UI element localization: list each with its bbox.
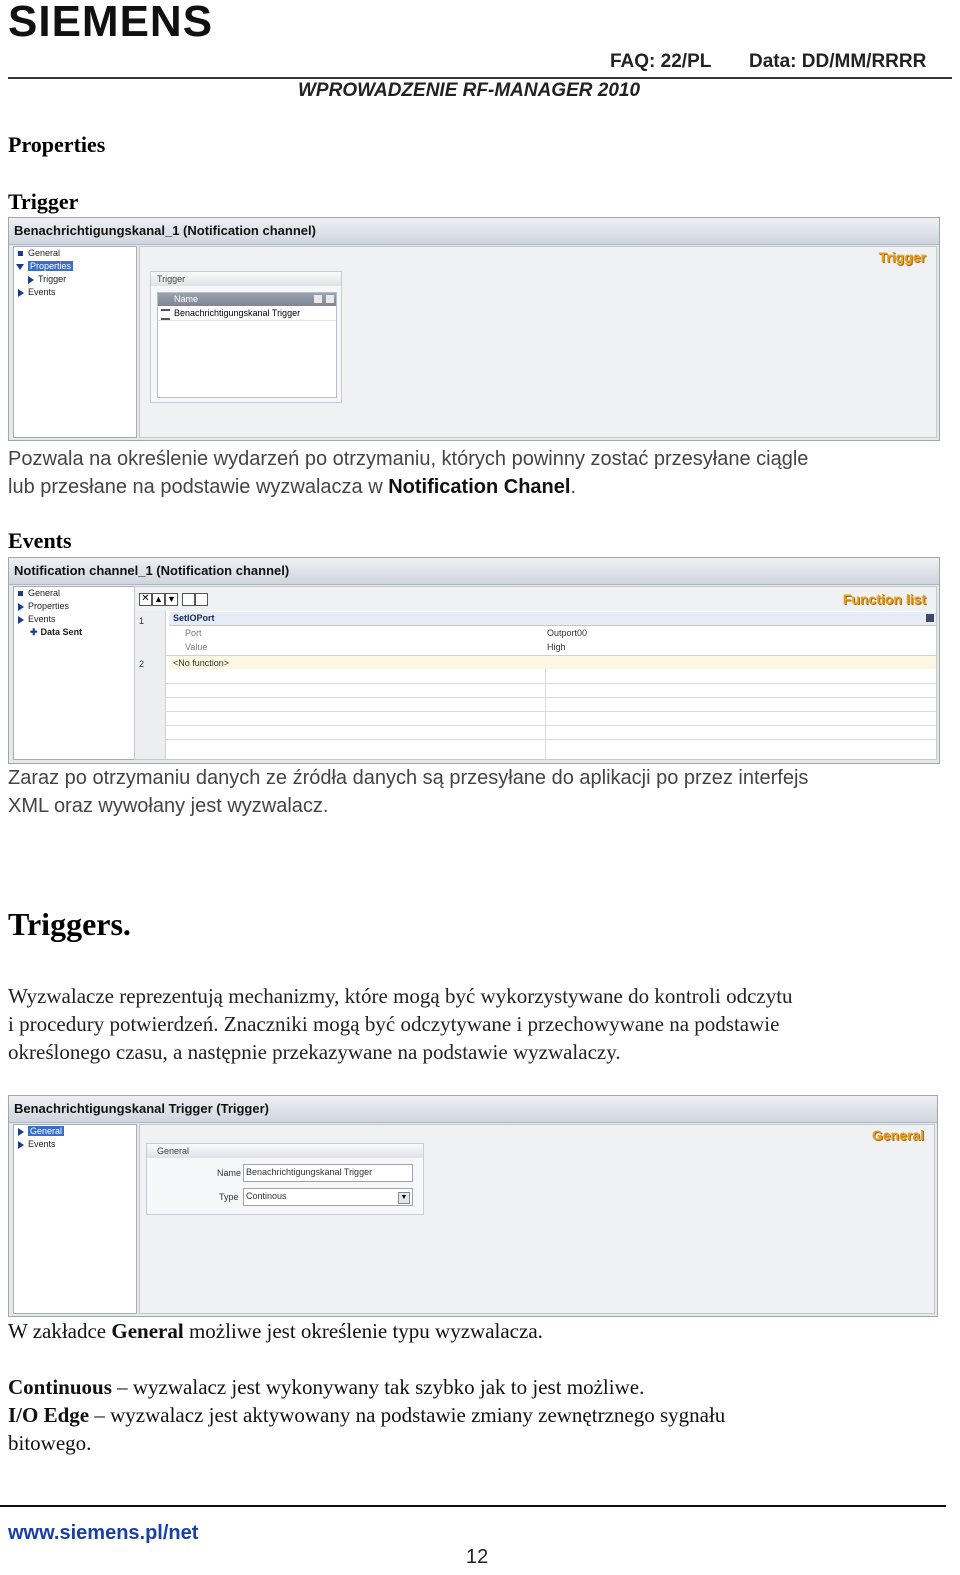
type-value: Continous <box>246 1191 287 1201</box>
tree-item-general[interactable]: General <box>30 1126 63 1136</box>
tree-item-properties[interactable]: Properties <box>28 601 70 611</box>
trigger-description <box>8 445 952 501</box>
square-icon <box>18 251 23 256</box>
arrow-icon <box>18 289 24 297</box>
section-tag: Trigger <box>878 249 926 265</box>
document-subtitle: WPROWADZENIE RF-MANAGER 2010 <box>298 80 641 101</box>
siemens-logo: SIEMENS <box>8 0 214 46</box>
parameter-name: Port <box>185 628 202 638</box>
paragraph-line: i procedury potwierdzeń. Znaczniki mogą być odczytywane i przechowywane na podstawie <box>8 1012 780 1036</box>
grid-line <box>165 739 936 740</box>
trigger-group <box>150 271 342 403</box>
toolbar <box>135 587 936 611</box>
tree-item-events[interactable]: Events <box>28 1139 56 1149</box>
group-title: Trigger <box>151 272 341 286</box>
bold-term: General <box>111 1319 184 1343</box>
name-label: Name <box>217 1168 242 1178</box>
section-tag: General <box>871 1127 924 1143</box>
screenshot-title: Notification channel_1 (Notification channel) <box>9 558 939 585</box>
tree-item-properties[interactable]: Properties <box>30 261 72 271</box>
tree-item-events[interactable]: Events <box>28 614 56 624</box>
paragraph-line <box>8 1373 952 1401</box>
plus-icon: ✚ <box>30 627 38 637</box>
events-screenshot <box>8 557 940 764</box>
group-title: General <box>147 1144 423 1158</box>
document-date: Data: DD/MM/RRRR <box>749 51 927 72</box>
name-field[interactable] <box>243 1164 413 1182</box>
paragraph-line <box>8 1401 952 1429</box>
row-number-column <box>135 611 166 759</box>
arrow-icon <box>18 1128 24 1136</box>
arrow-icon <box>18 1141 24 1149</box>
tree-item-general[interactable]: General <box>28 588 61 598</box>
bold-term: Continuous <box>8 1375 112 1399</box>
section-tag: Function list <box>842 591 926 607</box>
grid-line <box>165 725 936 726</box>
events-heading: Events <box>8 528 72 553</box>
tree-item-events[interactable]: Events <box>28 287 56 297</box>
sort-icon <box>314 295 322 303</box>
arrow-icon <box>28 276 34 284</box>
footer-link[interactable]: www.siemens.pl/net <box>8 1522 199 1544</box>
name-value: Benachrichtigungskanal Trigger <box>246 1167 373 1177</box>
trigger-types <box>8 1373 952 1457</box>
header-rule <box>8 77 952 79</box>
content-pane <box>139 1124 935 1314</box>
paragraph-line: Wyzwalacze reprezentują mechanizmy, które mogą być wykorzystywane do kontroli odczytu <box>8 984 793 1008</box>
move-down-icon[interactable]: ▼ <box>165 593 178 606</box>
function-row-selected[interactable] <box>169 612 936 626</box>
content-pane <box>139 246 937 438</box>
column-header-label: Name <box>174 294 199 304</box>
menu-icon <box>326 295 334 303</box>
bold-term: I/O Edge <box>8 1403 90 1427</box>
trigger-table <box>157 292 337 398</box>
paragraph-line: bitowego. <box>8 1431 92 1455</box>
table-row[interactable] <box>158 306 336 321</box>
trigger-properties-screenshot <box>8 217 940 441</box>
content-pane <box>134 586 937 760</box>
dropdown-arrow-icon[interactable] <box>926 614 934 622</box>
delete-icon[interactable]: ✕ <box>139 593 152 606</box>
bold-term: Notification Chanel <box>388 476 571 498</box>
text-span: lub przesłane na podstawie wyzwalacza w <box>8 476 389 498</box>
events-description <box>8 764 952 820</box>
paragraph-line: XML oraz wywołany jest wyzwalacz. <box>8 795 329 817</box>
column-header-name[interactable] <box>158 293 336 306</box>
type-label: Type <box>219 1192 239 1202</box>
row-value: Benachrichtigungskanal Trigger <box>174 308 301 318</box>
row-handle-icon <box>161 309 170 320</box>
parameter-name: Value <box>185 642 208 652</box>
faq-number: FAQ: 22/PL <box>610 51 712 72</box>
row-number: 2 <box>139 659 145 669</box>
paragraph-line: Zaraz po otrzymaniu danych ze źródła danych są przesyłane do aplikacji po przez interfejs <box>8 767 809 789</box>
text-span: . <box>570 476 576 498</box>
text-span: – wyzwalacz jest aktywowany na podstawie zmiany zewnętrznego sygnału <box>89 1403 726 1427</box>
general-description <box>8 1317 952 1345</box>
chevron-down-icon[interactable]: ▼ <box>398 1192 410 1204</box>
screenshot-title: Benachrichtigungskanal Trigger (Trigger) <box>9 1096 937 1123</box>
text-span: możliwe jest określenie typu wyzwalacza. <box>183 1319 543 1343</box>
paragraph-line: określonego czasu, a następnie przekazywane na podstawie wyzwalaczy. <box>8 1040 621 1064</box>
grid-line <box>165 683 936 684</box>
arrow-icon <box>18 603 24 611</box>
trigger-heading: Trigger <box>8 189 79 214</box>
arrow-icon <box>18 616 24 624</box>
tree-item-data-sent[interactable]: Data Sent <box>40 627 83 637</box>
function-name: SetIOPort <box>173 613 215 623</box>
square-icon <box>18 591 23 596</box>
type-select[interactable] <box>243 1188 413 1206</box>
parameter-value[interactable]: High <box>547 642 566 652</box>
row-number: 1 <box>139 616 145 626</box>
grid-line <box>165 697 936 698</box>
function-row[interactable] <box>169 656 936 669</box>
page-number: 12 <box>466 1546 489 1568</box>
screenshot-title: Benachrichtigungskanal_1 (Notification channel) <box>9 218 939 245</box>
paragraph-line: Pozwala na określenie wydarzeń po otrzymaniu, których powinny zostać przesyłane ciągle <box>8 448 809 470</box>
trigger-general-screenshot <box>8 1095 938 1317</box>
function-name: <No function> <box>173 658 230 668</box>
navigation-tree <box>13 586 137 760</box>
grid-line <box>165 711 936 712</box>
footer-rule <box>0 1505 946 1507</box>
expand-icon[interactable] <box>182 593 195 606</box>
general-group <box>146 1143 424 1215</box>
collapse-icon[interactable] <box>195 593 208 606</box>
parameter-value[interactable]: Outport00 <box>547 628 588 638</box>
paragraph-line <box>8 473 952 501</box>
expanded-arrow-icon <box>16 264 24 270</box>
navigation-tree <box>13 246 137 438</box>
tree-item-trigger[interactable]: Trigger <box>38 274 67 284</box>
triggers-description <box>8 982 952 1066</box>
move-up-icon[interactable]: ▲ <box>152 593 165 606</box>
triggers-heading: Triggers. <box>8 906 131 942</box>
text-span: W zakładce <box>8 1319 112 1343</box>
properties-heading: Properties <box>8 132 106 157</box>
text-span: – wyzwalacz jest wykonywany tak szybko jak to jest możliwe. <box>111 1375 645 1399</box>
navigation-tree <box>13 1124 137 1314</box>
tree-item-general[interactable]: General <box>28 248 61 258</box>
